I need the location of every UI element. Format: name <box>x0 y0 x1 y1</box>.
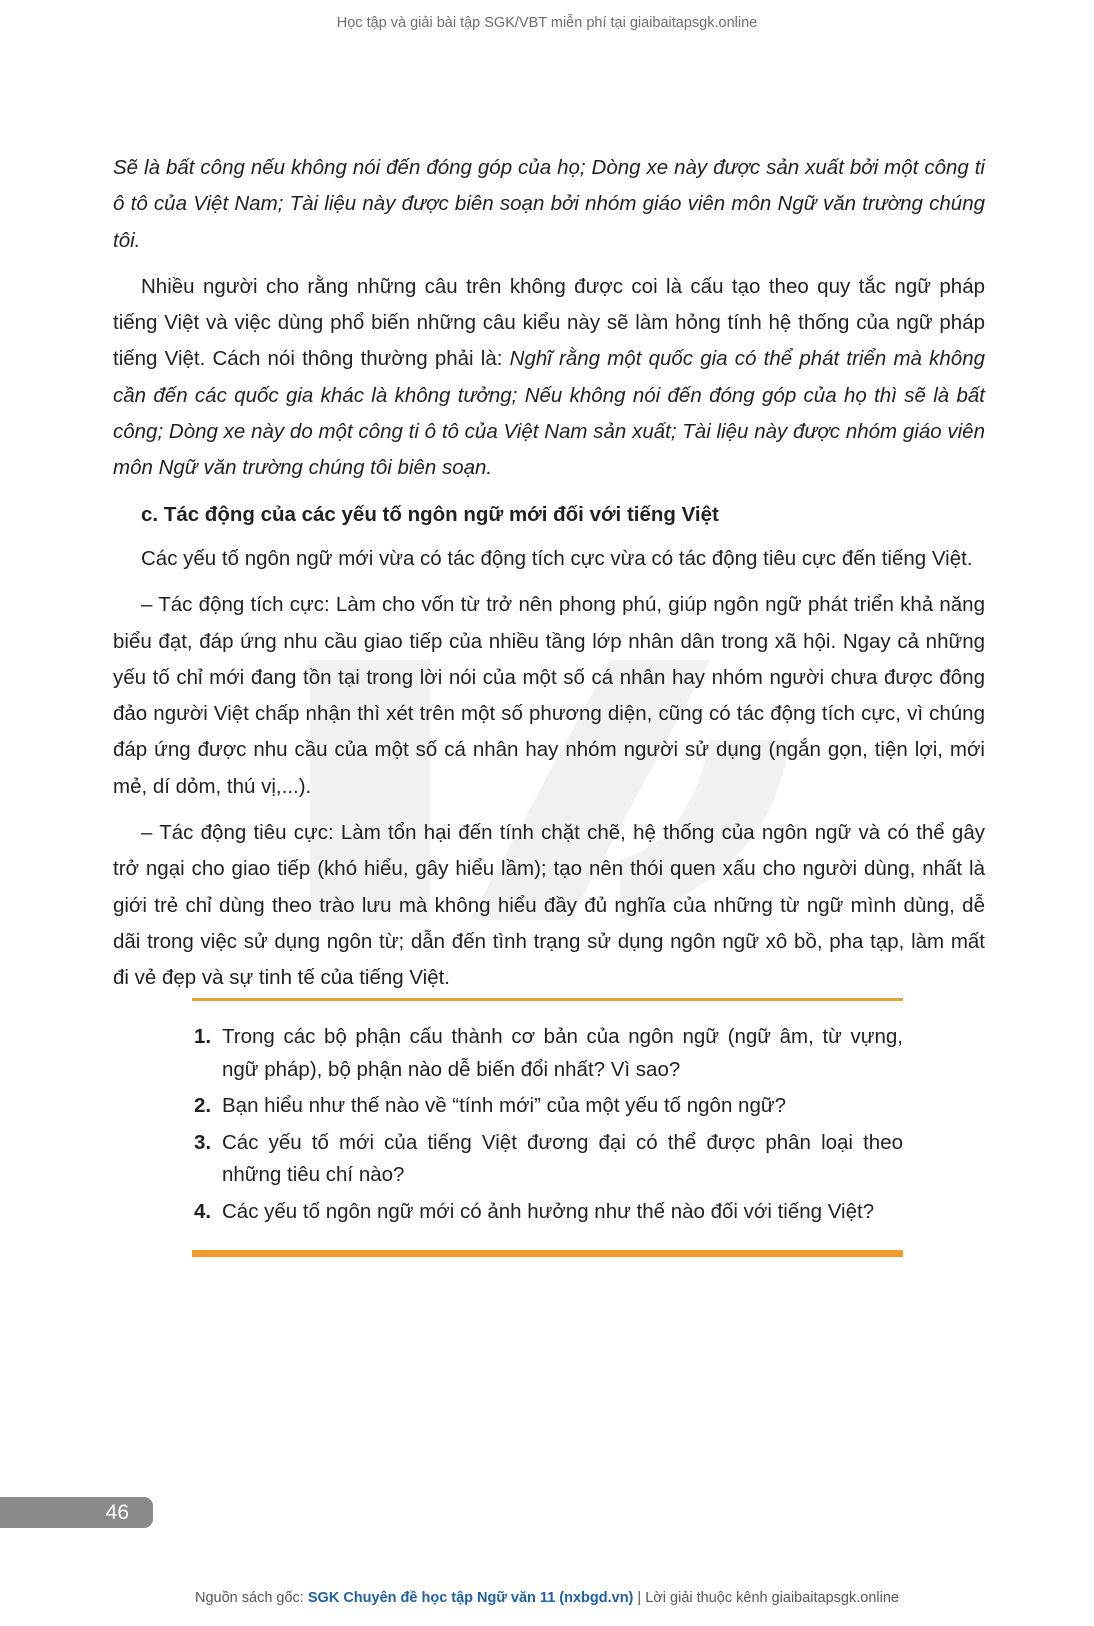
paragraph-negative-impact: – Tác động tiêu cực: Làm tổn hại đến tính chặt chẽ, hệ thống của ngôn ngữ và có thể gây trở ngại cho giao tiếp (khó hiểu, gây hiểu lầm); tạo nên thói quen xấu cho người dùng, nhất là giới trẻ chỉ dùng theo trào lưu mà không hiểu đầy đủ nghĩa của những từ ngữ mình dùng, dễ dãi trong việc sử dụng ngôn từ; dẫn đến tình trạng sử dụng ngôn ngữ xô bồ, pha tạp, làm mất đi vẻ đẹp và sự tinh tế của tiếng Việt. <box>113 821 985 990</box>
paragraph-grammar-opinion-italic: Nghĩ rằng một quốc gia có thể phát triển mà không cần đến các quốc gia khác là không tưởng; Nếu không nói đến đóng góp của họ thì sẽ là bất công; Dòng xe này do một công ti ô tô của Việt Nam sản xuất; Tài liệu này được nhóm giáo viên môn Ngữ văn trường chúng tôi biên soạn. <box>113 347 986 480</box>
question-text: Các yếu tố mới của tiếng Việt đương đại có thể được phân loại theo những tiêu chí nào? <box>222 1130 903 1186</box>
footer-suffix: | Lời giải thuộc kênh giaibaitapsgk.online <box>633 1590 899 1606</box>
question-item <box>192 1090 903 1123</box>
question-text: Bạn hiểu như thế nào về “tính mới” của một yếu tố ngôn ngữ? <box>222 1094 786 1117</box>
paragraph-intro-impact: Các yếu tố ngôn ngữ mới vừa có tác động tích cực vừa có tác động tiêu cực đến tiếng Việt. <box>141 546 973 570</box>
footer-prefix: Nguồn sách gốc: <box>195 1590 308 1606</box>
paragraph-grammar-opinion <box>113 269 985 487</box>
question-number: 3. <box>194 1130 212 1154</box>
section-heading-c: c. Tác động của các yếu tố ngôn ngữ mới đối với tiếng Việt <box>141 502 719 526</box>
paragraph-examples: Sẽ là bất công nếu không nói đến đóng góp của họ; Dòng xe này được sản xuất bởi một công ti ô tô của Việt Nam; Tài liệu này được biên soạn bởi nhóm giáo viên môn Ngữ văn trường chúng tôi. <box>113 156 985 252</box>
question-number: 2. <box>194 1094 212 1117</box>
question-item <box>192 1127 903 1192</box>
question-item <box>192 1021 903 1086</box>
page-header: Học tập và giải bài tập SGK/VBT miễn phí tại giaibaitapsgk.online <box>336 15 758 31</box>
page-footer <box>0 1590 1094 1606</box>
questions-box <box>192 998 903 1257</box>
page-number-badge: 46 <box>0 1497 153 1528</box>
question-number: 1. <box>194 1025 212 1048</box>
question-list <box>192 1021 903 1228</box>
question-number: 4. <box>194 1199 212 1223</box>
footer-source-link[interactable]: SGK Chuyên đề học tập Ngữ văn 11 (nxbgd.vn) <box>307 1590 634 1606</box>
question-text: Các yếu tố ngôn ngữ mới có ảnh hưởng như thế nào đối với tiếng Việt? <box>222 1199 875 1223</box>
paragraph-grammar-opinion-text: Nhiều người cho rằng những câu trên không được coi là cấu tạo theo quy tắc ngữ pháp tiếng Việt và việc dùng phổ biến những câu kiểu này sẽ làm hỏng tính hệ thống của ngữ pháp tiếng Việt. Cách nói thông thường phải là: <box>113 274 985 371</box>
question-item <box>192 1196 903 1229</box>
question-text: Trong các bộ phận cấu thành cơ bản của ngôn ngữ (ngữ âm, từ vựng, ngữ pháp), bộ phận nào dễ biến đổi nhất? Vì sao? <box>222 1025 903 1081</box>
paragraph-positive-impact: – Tác động tích cực: Làm cho vốn từ trở nên phong phú, giúp ngôn ngữ phát triển khả năng biểu đạt, đáp ứng nhu cầu giao tiếp của nhiều tầng lớp nhân dân trong xã hội. Ngay cả những yếu tố chỉ mới đang tồn tại trong lời nói của một số cá nhân hay nhóm người chưa được đông đảo người Việt chấp nhận thì xét trên một số phương diện, cũng có tác động tích cực, vì chúng đáp ứng được nhu cầu của một số cá nhân hay nhóm người sử dụng (ngắn gọn, tiện lợi, mới mẻ, dí dỏm, thú vị,...). <box>113 593 985 798</box>
main-text <box>113 150 985 1007</box>
